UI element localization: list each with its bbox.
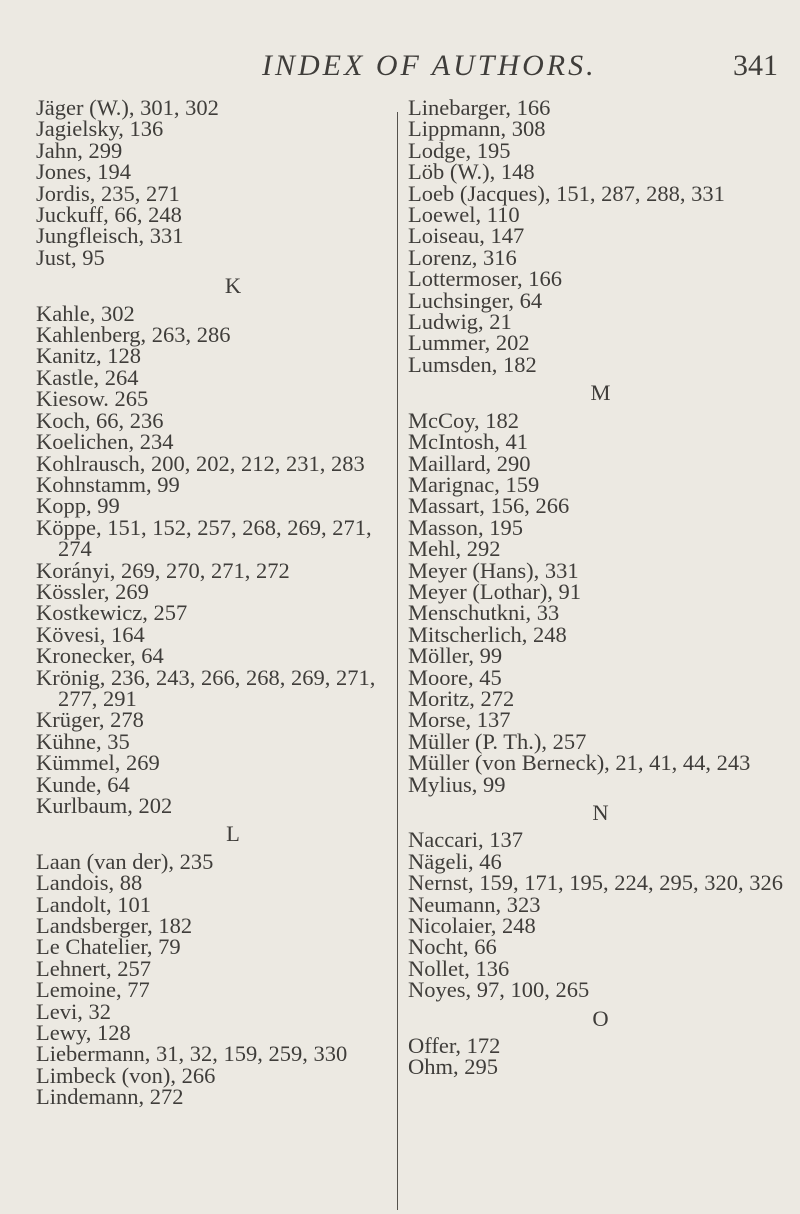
index-entry: Jäger (W.), 301, 302 [36, 95, 219, 120]
index-entry: Lehnert, 257 [36, 955, 151, 981]
index-entry: Koch, 66, 236 [36, 407, 164, 433]
index-entry: Kahlenberg, 263, 286 [36, 322, 231, 348]
index-entry: Loiseau, 147 [408, 223, 525, 249]
index-entry: Jahn, 299 [36, 137, 123, 163]
index-entry: Jungfleisch, 331 [36, 223, 184, 249]
index-entry: Noyes, 97, 100, 265 [408, 977, 590, 1003]
column-divider [397, 112, 398, 1210]
section-letter-k: K [224, 273, 242, 299]
index-entry: Offer, 172 [408, 1033, 501, 1059]
index-entry: Kümmel, 269 [36, 750, 160, 776]
index-entry: Kahle, 302 [36, 300, 135, 326]
index-entry: Ludwig, 21 [408, 309, 512, 335]
index-entry: Menschutkni, 33 [408, 600, 560, 626]
index-entry: Meyer (Hans), 331 [408, 557, 579, 583]
page-header [0, 49, 800, 89]
index-entry: Lodge, 195 [408, 137, 511, 163]
index-entry: Landolt, 101 [36, 891, 151, 917]
index-entry: Levi, 32 [36, 998, 111, 1024]
index-entry: Nollet, 136 [408, 955, 510, 981]
index-entry: Müller (P. Th.), 257 [408, 728, 587, 754]
index-entry: Kohlrausch, 200, 202, 212, 231, 283 [36, 450, 365, 476]
index-entry: Ohm, 295 [408, 1054, 498, 1080]
index-entry: Kohnstamm, 99 [36, 471, 180, 497]
index-entry: Luchsinger, 64 [408, 287, 543, 313]
index-entry: Lumsden, 182 [408, 351, 537, 377]
index-entry: McIntosh, 41 [408, 429, 528, 455]
section-letter-o: O [592, 1005, 609, 1031]
index-entry: Lindemann, 272 [36, 1084, 184, 1110]
index-entry: Maillard, 290 [408, 450, 531, 476]
index-entry: Müller (von Berneck), 21, 41, 44, 243 [408, 750, 751, 776]
index-entry: Mylius, 99 [408, 771, 506, 797]
page-number: 341 [733, 49, 778, 82]
index-entry: Nocht, 66 [408, 934, 497, 960]
index-entry: Kühne, 35 [36, 728, 130, 754]
index-entry: Nernst, 159, 171, 195, 224, 295, 320, 326 [408, 870, 783, 896]
index-entry: Lemoine, 77 [36, 977, 150, 1003]
index-entry: Kastle, 264 [36, 364, 139, 390]
index-entry: Linebarger, 166 [408, 95, 551, 120]
index-entry: Marignac, 159 [408, 471, 540, 497]
index-entry: Neumann, 323 [408, 891, 541, 917]
index-entry: Köppe, 151, 152, 257, 268, 269, 271, 274 [36, 514, 372, 562]
index-entry: Möller, 99 [408, 643, 503, 669]
index-entry: Mehl, 292 [408, 536, 501, 562]
index-entry: Koelichen, 234 [36, 429, 174, 455]
index-entry: Masson, 195 [408, 514, 524, 540]
index-entry: Naccari, 137 [408, 827, 523, 853]
index-entry: McCoy, 182 [408, 407, 520, 433]
index-entry: Just, 95 [36, 244, 105, 270]
index-entry: Morse, 137 [408, 707, 511, 733]
index-entry: Kronecker, 64 [36, 643, 164, 669]
index-entry: Loewel, 110 [408, 202, 520, 228]
index-entry: Kövesi, 164 [36, 621, 145, 647]
index-entry: Kanitz, 128 [36, 343, 141, 369]
index-entry: Loeb (Jacques), 151, 287, 288, 331 [408, 180, 725, 206]
index-entry: Lottermoser, 166 [408, 266, 563, 292]
index-entry: Kiesow. 265 [36, 386, 149, 412]
index-entry: Landsberger, 182 [36, 913, 193, 939]
index-entry: Kostkewicz, 257 [36, 600, 188, 626]
index-entry: Laan (van der), 235 [36, 848, 214, 874]
index-entry: Nicolaier, 248 [408, 913, 536, 939]
index-entry: Löb (W.), 148 [408, 159, 535, 185]
index-entry: Limbeck (von), 266 [36, 1062, 216, 1088]
running-title: INDEX OF AUTHORS. [262, 49, 597, 82]
index-entry: Korányi, 269, 270, 271, 272 [36, 557, 290, 583]
section-letter-l: L [226, 821, 240, 847]
index-entry: Jones, 194 [36, 159, 131, 185]
index-column-left [36, 97, 394, 1108]
index-entry: Krönig, 236, 243, 266, 268, 269, 271, 277, 291 [36, 664, 376, 711]
index-entry: Lewy, 128 [36, 1020, 131, 1046]
index-entry: Kurlbaum, 202 [36, 793, 173, 818]
index-entry: Moritz, 272 [408, 685, 515, 711]
index-entry: Kössler, 269 [36, 578, 149, 604]
section-letter-m: M [590, 380, 611, 406]
index-entry: Jagielsky, 136 [36, 116, 164, 142]
index-entry: Lorenz, 316 [408, 244, 517, 270]
index-entry: Meyer (Lothar), 91 [408, 578, 582, 604]
index-entry: Landois, 88 [36, 870, 143, 896]
index-entry: Lippmann, 308 [408, 116, 546, 142]
index-entry: Kunde, 64 [36, 771, 130, 797]
index-entry: Juckuff, 66, 248 [36, 202, 182, 228]
index-entry: Mitscherlich, 248 [408, 621, 567, 647]
index-entry: Le Chatelier, 79 [36, 934, 181, 960]
index-entry: Massart, 156, 266 [408, 493, 570, 519]
section-letter-n: N [592, 800, 609, 825]
index-entry: Krüger, 278 [36, 707, 144, 733]
index-entry: Jordis, 235, 271 [36, 180, 180, 206]
index-entry: Lummer, 202 [408, 330, 530, 356]
index-entry: Kopp, 99 [36, 493, 120, 519]
index-entry: Liebermann, 31, 32, 159, 259, 330 [36, 1041, 348, 1067]
index-column-right [408, 97, 793, 1078]
index-entry: Moore, 45 [408, 664, 502, 690]
index-entry: Nägeli, 46 [408, 848, 502, 874]
